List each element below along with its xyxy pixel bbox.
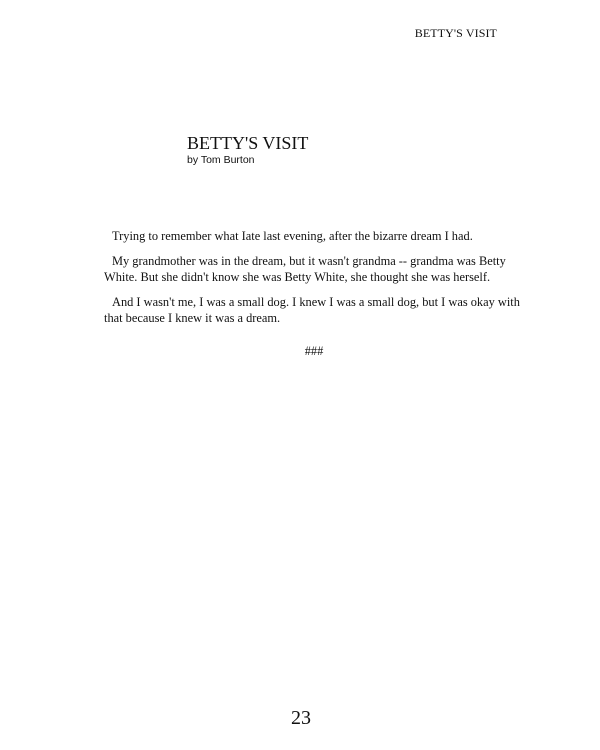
byline: by Tom Burton xyxy=(187,154,255,166)
paragraph-1: Trying to remember what Iate last evening, after the bizarre dream I had. xyxy=(112,229,473,243)
paragraph-2: My grandmother was in the dream, but it wasn't grandma -- grandma was Betty White. But she didn't know she was Betty White, she thought she was herself. xyxy=(104,254,506,284)
section-separator: ### xyxy=(304,344,324,358)
story-title: BETTY'S VISIT xyxy=(187,133,309,153)
story-body xyxy=(104,228,524,335)
paragraph-3: And I wasn't me, I was a small dog. I knew I was a small dog, but I was okay with that because I knew it was a dream. xyxy=(104,295,520,325)
running-header: BETTY'S VISIT xyxy=(414,26,497,40)
page-number: 23 xyxy=(291,707,311,729)
title-block xyxy=(187,133,308,167)
